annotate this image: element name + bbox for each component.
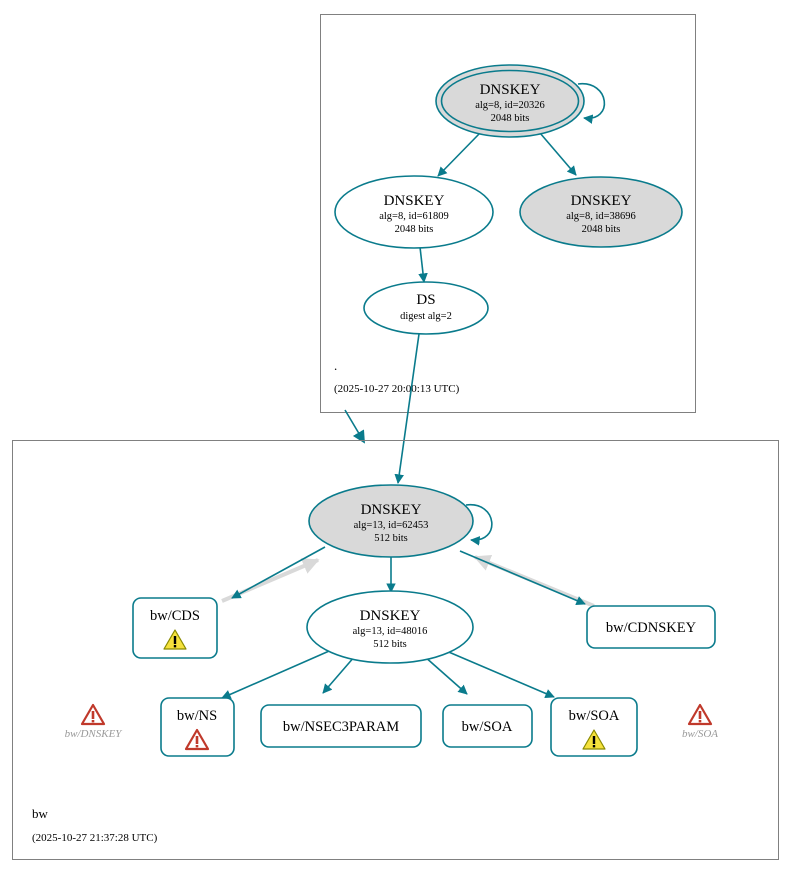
edge-bw-zsk-to-soa-2	[444, 650, 554, 697]
ghost-node-bw-soa-label: bw/SOA	[681, 728, 719, 740]
node-bw-soa-1[interactable]	[443, 705, 532, 747]
edge-root-zsk-to-ds	[420, 247, 424, 282]
node-bw-soa-2-title: bw/SOA	[568, 708, 620, 724]
node-bw-soa-1-title: bw/SOA	[461, 719, 513, 735]
zone-timestamp-bw: (2025-10-27 21:37:28 UTC)	[32, 832, 158, 844]
node-bw-zsk-title: DNSKEY	[359, 608, 421, 624]
edge-ds-to-bw-ksk	[398, 334, 419, 483]
edge-zone-delegation	[345, 410, 364, 442]
node-root-key-38696-line2: alg=8, id=38696	[566, 211, 636, 222]
ghost-node-bw-dnskey	[65, 705, 124, 740]
edge-root-ksk-to-zsk	[438, 133, 480, 176]
node-root-zsk-line2: alg=8, id=61809	[379, 211, 449, 222]
node-bw-soa-2[interactable]	[551, 698, 637, 756]
node-bw-zsk-line2: alg=13, id=48016	[352, 626, 428, 637]
node-bw-ksk-line3: 512 bits	[374, 533, 408, 544]
edge-bw-zsk-to-ns	[222, 648, 336, 698]
node-root-zsk[interactable]	[335, 176, 493, 248]
node-bw-nsec3param-title: bw/NSEC3PARAM	[282, 719, 400, 735]
node-root-ds[interactable]	[364, 282, 488, 334]
node-bw-nsec3param[interactable]	[261, 705, 421, 747]
node-bw-cds-title: bw/CDS	[150, 608, 200, 624]
node-bw-zsk-line3: 512 bits	[373, 639, 407, 650]
zone-timestamp-root: (2025-10-27 20:00:13 UTC)	[334, 383, 460, 395]
node-root-ksk-line3: 2048 bits	[490, 113, 530, 124]
edge-root-ksk-to-38696	[540, 133, 576, 175]
node-root-ksk-title: DNSKEY	[479, 82, 541, 98]
node-bw-cds[interactable]	[133, 598, 217, 658]
node-bw-zsk[interactable]	[307, 591, 473, 663]
node-root-key-38696[interactable]	[520, 177, 682, 247]
node-root-zsk-title: DNSKEY	[383, 193, 445, 209]
edge-bw-ksk-to-cds	[232, 547, 325, 598]
error-icon	[82, 705, 104, 724]
node-root-ds-line2: digest alg=2	[400, 311, 452, 322]
node-bw-cdnskey-title: bw/CDNSKEY	[605, 620, 697, 636]
node-bw-ksk-line2: alg=13, id=62453	[353, 520, 429, 531]
node-root-ksk[interactable]	[436, 65, 584, 137]
node-bw-ns-title: bw/NS	[176, 708, 218, 724]
ghost-node-bw-soa	[682, 705, 718, 740]
edge-bw-zsk-to-nsec3param	[323, 656, 355, 693]
error-icon	[689, 705, 711, 724]
node-bw-ksk[interactable]	[309, 485, 473, 557]
node-root-ksk-line2: alg=8, id=20326	[475, 100, 545, 111]
node-root-key-38696-title: DNSKEY	[570, 193, 632, 209]
edge-bw-ksk-to-cdnskey	[460, 551, 585, 604]
node-bw-cdnskey[interactable]	[587, 606, 715, 648]
ghost-node-bw-dnskey-label: bw/DNSKEY	[64, 728, 122, 740]
node-root-zsk-line3: 2048 bits	[394, 224, 434, 235]
node-root-key-38696-line3: 2048 bits	[581, 224, 621, 235]
edge-bw-zsk-to-soa-1	[424, 656, 467, 694]
node-bw-ksk-title: DNSKEY	[360, 502, 422, 518]
zone-label-root: .	[334, 358, 338, 373]
zone-label-bw: bw	[32, 806, 48, 821]
node-bw-ns[interactable]	[161, 698, 234, 756]
node-root-ds-title: DS	[416, 292, 436, 308]
